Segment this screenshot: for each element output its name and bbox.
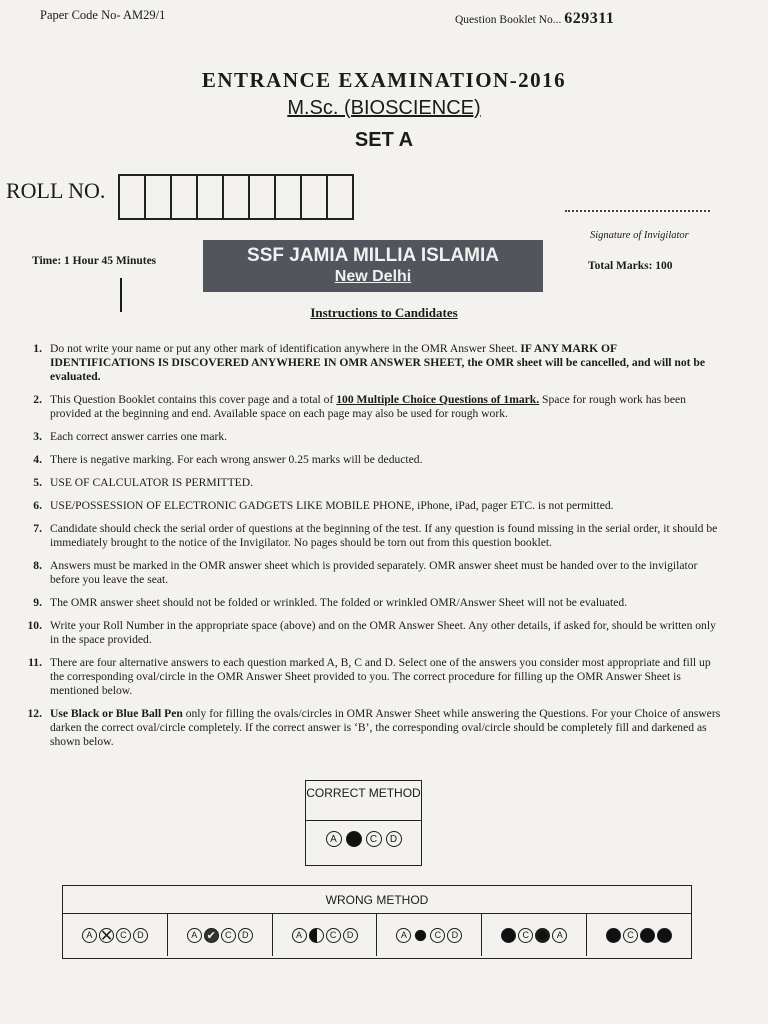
instruction-item <box>10 559 722 587</box>
roll-digit-box <box>302 176 328 218</box>
filled-oval <box>501 928 516 943</box>
roll-digit-box <box>120 176 146 218</box>
instruction-text-part: IF ANY MARK OF IDENTIFICATIONS IS DISCOVERED ANYWHERE IN OMR ANSWER SHEET, <box>50 342 617 369</box>
total-marks: Total Marks: 100 <box>588 260 673 272</box>
instruction-number: 11. <box>28 656 42 669</box>
answer-oval-a: A <box>326 831 342 847</box>
instruction-number: 10. <box>27 619 42 632</box>
instruction-text <box>50 559 722 587</box>
exam-title: ENTRANCE EXAMINATION-2016 <box>201 68 567 92</box>
instruction-text <box>50 430 722 444</box>
paper-code: Paper Code No- AM29/1 <box>40 8 166 22</box>
stamp-line-2: New Delhi <box>334 268 412 285</box>
answer-oval-c: C <box>326 928 341 943</box>
small-filled-oval <box>415 929 426 940</box>
instruction-item <box>10 656 722 698</box>
correct-method-ovals <box>306 831 421 847</box>
roll-digit-box <box>328 176 352 218</box>
roll-digit-box <box>146 176 172 218</box>
filled-oval <box>657 928 672 943</box>
instruction-number: 8. <box>33 559 42 572</box>
instruction-text-part: the OMR sheet will be cancelled, <box>464 356 632 369</box>
roll-digit-box <box>198 176 224 218</box>
correct-method-box <box>305 780 422 866</box>
instruction-text <box>50 656 722 698</box>
instruction-text <box>50 476 722 490</box>
instruction-item <box>10 342 722 384</box>
exam-subtitle: M.Sc. (BIOSCIENCE) <box>287 97 481 119</box>
instruction-text-part: This Question Booklet contains this cover page and a total of <box>50 393 337 406</box>
instruction-item <box>10 393 722 421</box>
ticked-oval <box>204 928 219 943</box>
wrong-method-example <box>377 914 482 956</box>
answer-oval-d: D <box>343 928 358 943</box>
roll-number-boxes <box>118 174 354 220</box>
instruction-text-part: Do not write your name or put any other mark of identification anywhere in the OMR Answer Sheet. <box>50 342 521 355</box>
wrong-method-box <box>62 885 692 959</box>
answer-oval-a: A <box>187 928 202 943</box>
wrong-method-example <box>63 914 168 956</box>
answer-oval-a: A <box>82 928 97 943</box>
booklet-number: 629311 <box>564 10 615 27</box>
instruction-text <box>50 596 722 610</box>
exam-time: Time: 1 Hour 45 Minutes <box>32 255 157 267</box>
correct-method-label: CORRECT METHOD <box>306 781 421 821</box>
instruction-number: 9. <box>33 596 42 609</box>
stamp-line-1: SSF JAMIA MILLIA ISLAMIA <box>247 245 499 266</box>
instruction-text <box>50 453 722 467</box>
instruction-number: 4. <box>33 453 42 466</box>
filled-oval <box>606 928 621 943</box>
instructions-list <box>10 342 722 758</box>
booklet-number-field <box>455 10 614 28</box>
instruction-text <box>50 707 722 749</box>
instruction-item <box>10 476 722 490</box>
instruction-number: 3. <box>33 430 42 443</box>
answer-oval-c: C <box>518 928 533 943</box>
signature-line <box>565 210 710 212</box>
instruction-text-part: Answers must be marked in the OMR answer sheet which is provided separately. OMR answer sheet must be handed over to the invigilator before you leave the seat. <box>50 559 698 586</box>
instruction-text <box>50 393 722 421</box>
instruction-item <box>10 499 722 513</box>
instruction-text-part: and will not be evaluated. <box>50 356 706 383</box>
instruction-number: 2. <box>33 393 42 406</box>
answer-oval-c: C <box>221 928 236 943</box>
instruction-number: 1. <box>33 342 42 355</box>
institution-stamp <box>203 240 543 292</box>
wrong-method-row <box>63 914 691 956</box>
roll-digit-box <box>224 176 250 218</box>
instruction-text-part: Write your Roll Number in the appropriate space (above) and on the OMR Answer Sheet. Any other details, if asked for, should be written only in the space provided. <box>50 619 716 646</box>
instruction-number: 6. <box>33 499 42 512</box>
instruction-text-part: Use Black or Blue Ball Pen <box>50 707 183 720</box>
instruction-text-part: The OMR answer sheet should not be folded or wrinkled. The folded or wrinkled OMR/Answer Sheet will not be evaluated. <box>50 596 628 609</box>
answer-oval-c: C <box>116 928 131 943</box>
instruction-item <box>10 522 722 550</box>
filled-oval <box>346 831 362 847</box>
instruction-text-part: Space for rough work has been provided at the beginning and end. Available space on each page may also be used for rough work. <box>50 393 686 420</box>
partial-oval <box>309 928 324 943</box>
answer-oval-a: A <box>396 928 411 943</box>
instruction-item <box>10 453 722 467</box>
roll-digit-box <box>250 176 276 218</box>
instruction-text <box>50 522 722 550</box>
answer-oval-d: D <box>386 831 402 847</box>
instruction-number: 12. <box>27 707 42 720</box>
instruction-item <box>10 596 722 610</box>
instruction-number: 7. <box>33 522 42 535</box>
instruction-text <box>50 619 722 647</box>
answer-oval-c: C <box>430 928 445 943</box>
answer-oval-a: A <box>552 928 567 943</box>
answer-oval-c: C <box>366 831 382 847</box>
instruction-text-part: USE OF CALCULATOR IS PERMITTED. <box>50 476 254 489</box>
instruction-text <box>50 499 722 513</box>
instruction-text-part: 100 Multiple Choice Questions of 1mark. <box>336 393 540 406</box>
roll-number-label: ROLL NO. <box>6 178 106 203</box>
roll-digit-box <box>172 176 198 218</box>
answer-oval-d: D <box>447 928 462 943</box>
instruction-text-part: There is negative marking. For each wrong answer 0.25 marks will be deducted. <box>50 453 423 466</box>
instruction-item <box>10 619 722 647</box>
instruction-item <box>10 430 722 444</box>
instruction-text-part: only for filling the ovals/circles in OMR Answer Sheet while answering the Questions. For your Choice of answers darken the correct oval/circle completely. If the correct answer is ‘B’, the corresponding oval/circle should be completely fill and darkened as shown below. <box>50 707 721 748</box>
wrong-method-example <box>168 914 273 956</box>
answer-oval-d: D <box>133 928 148 943</box>
instruction-text-part: USE/POSSESSION OF ELECTRONIC GADGETS LIKE MOBILE PHONE, iPhone, iPad, pager ETC. is not permitted. <box>50 499 614 512</box>
instruction-item <box>10 707 722 749</box>
filled-oval <box>640 928 655 943</box>
answer-oval-a: A <box>292 928 307 943</box>
answer-oval-d: D <box>238 928 253 943</box>
answer-oval-c: C <box>623 928 638 943</box>
roll-digit-box <box>276 176 302 218</box>
wrong-method-example <box>587 914 691 956</box>
wrong-method-example <box>273 914 378 956</box>
wrong-method-example <box>482 914 587 956</box>
booklet-label: Question Booklet No... <box>455 14 562 26</box>
instruction-text-part: There are four alternative answers to each question marked A, B, C and D. Select one of the answers you consider most appropriate and fill up the corresponding oval/circle in the OMR Answer Sheet provided to you. The correct procedure for filling up the OMR Answer Sheet is mentioned below. <box>50 656 711 697</box>
instruction-text <box>50 342 722 384</box>
instruction-text-part: Candidate should check the serial order of questions at the beginning of the test. If any question is found missing in the serial order, it should be immediately brought to the notice of the Invigilator. No pages should be torn out from this question booklet. <box>50 522 718 549</box>
signature-label: Signature of Invigilator <box>590 230 689 241</box>
instruction-text-part: Each correct answer carries one mark. <box>50 430 228 443</box>
crossed-oval <box>99 928 114 943</box>
exam-set: SET A <box>354 129 414 151</box>
thick-filled-oval <box>535 928 550 943</box>
wrong-method-label: WRONG METHOD <box>63 886 691 914</box>
instructions-heading: Instructions to Candidates <box>310 305 458 320</box>
instruction-number: 5. <box>33 476 42 489</box>
